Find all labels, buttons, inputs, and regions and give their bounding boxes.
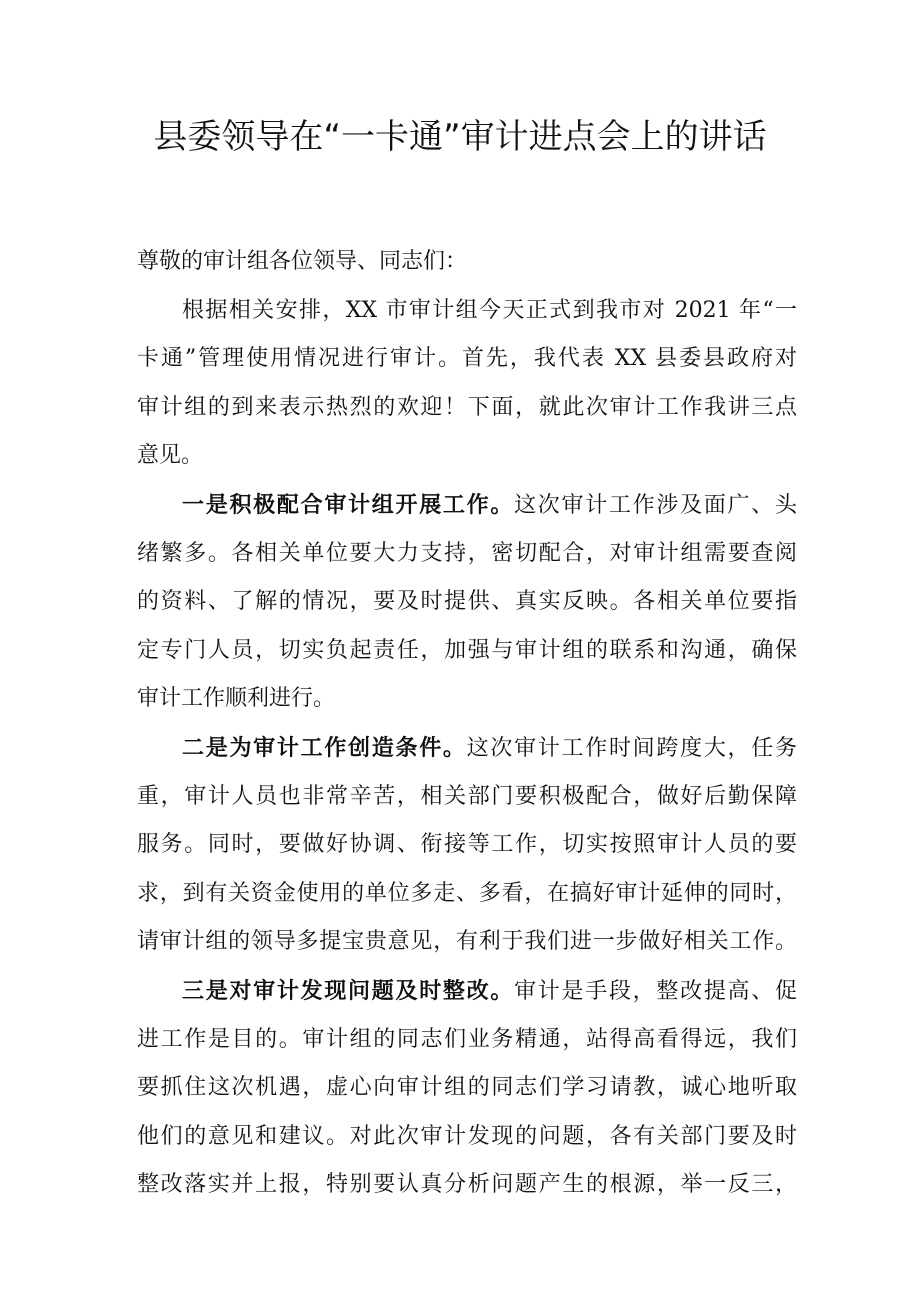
- document-title: 县委领导在“一卡通”审计进点会上的讲话: [153, 117, 767, 157]
- paragraph-2-line-2: 绪繁多。各相关单位要大力支持，密切配合，对审计组需要查阅: [137, 540, 797, 566]
- paragraph-4-first-rest: 审计是手段，整改提高、促: [514, 978, 797, 1004]
- paragraph-1-line-3: 审计组的到来表示热烈的欢迎！下面，就此次审计工作我讲三点: [137, 394, 797, 420]
- paragraph-3-first-rest: 这次审计工作时间跨度大，任务: [466, 735, 797, 761]
- paragraph-3-line-3: 服务。同时，要做好协调、衔接等工作，切实按照审计人员的要: [137, 832, 797, 858]
- paragraph-4-line-2: 进工作是目的。审计组的同志们业务精通，站得高看得远，我们: [137, 1026, 797, 1052]
- paragraph-2-heading: 一是积极配合审计组开展工作。: [182, 491, 515, 518]
- paragraph-4-line-5: 整改落实并上报，特别要认真分析问题产生的根源，举一反三，: [137, 1172, 797, 1198]
- salutation: 尊敬的审计组各位领导、同志们：: [137, 249, 468, 274]
- paragraph-2-line-4: 定专门人员，切实负起责任，加强与审计组的联系和沟通，确保: [137, 637, 797, 663]
- paragraph-4-line-1: [137, 967, 797, 1016]
- document-body: [137, 238, 797, 1210]
- paragraph-2-line-3: 的资料、了解的情况，要及时提供、真实反映。各相关单位要指: [137, 589, 797, 615]
- paragraph-4-heading: 三是对审计发现问题及时整改。: [182, 977, 515, 1004]
- paragraph-1-line-4: 意见。: [137, 443, 204, 469]
- paragraph-2-first-rest: 这次审计工作涉及面广、头: [514, 492, 797, 518]
- paragraph-3-line-4: 求，到有关资金使用的单位多走、多看，在搞好审计延伸的同时，: [137, 880, 797, 906]
- paragraph-3-line-5: 请审计组的领导多提宝贵意见，有利于我们进一步做好相关工作。: [137, 929, 797, 955]
- paragraph-3-line-1: [137, 724, 797, 773]
- paragraph-2-line-1: [137, 481, 797, 530]
- paragraph-1-line-1: 根据相关安排，XX 市审计组今天正式到我市对 2021 年“一: [182, 297, 797, 323]
- paragraph-4-line-3: 要抓住这次机遇，虚心向审计组的同志们学习请教，诚心地听取: [137, 1075, 797, 1101]
- paragraph-1-line-2: 卡通”管理使用情况进行审计。首先，我代表 XX 县委县政府对: [137, 346, 797, 372]
- paragraph-4-line-4: 他们的意见和建议。对此次审计发现的问题，各有关部门要及时: [137, 1123, 797, 1149]
- paragraph-3-heading: 二是为审计工作创造条件。: [182, 734, 467, 761]
- paragraph-2-line-5: 审计工作顺利进行。: [137, 686, 336, 712]
- paragraph-3-line-2: 重，审计人员也非常辛苦，相关部门要积极配合，做好后勤保障: [137, 783, 797, 809]
